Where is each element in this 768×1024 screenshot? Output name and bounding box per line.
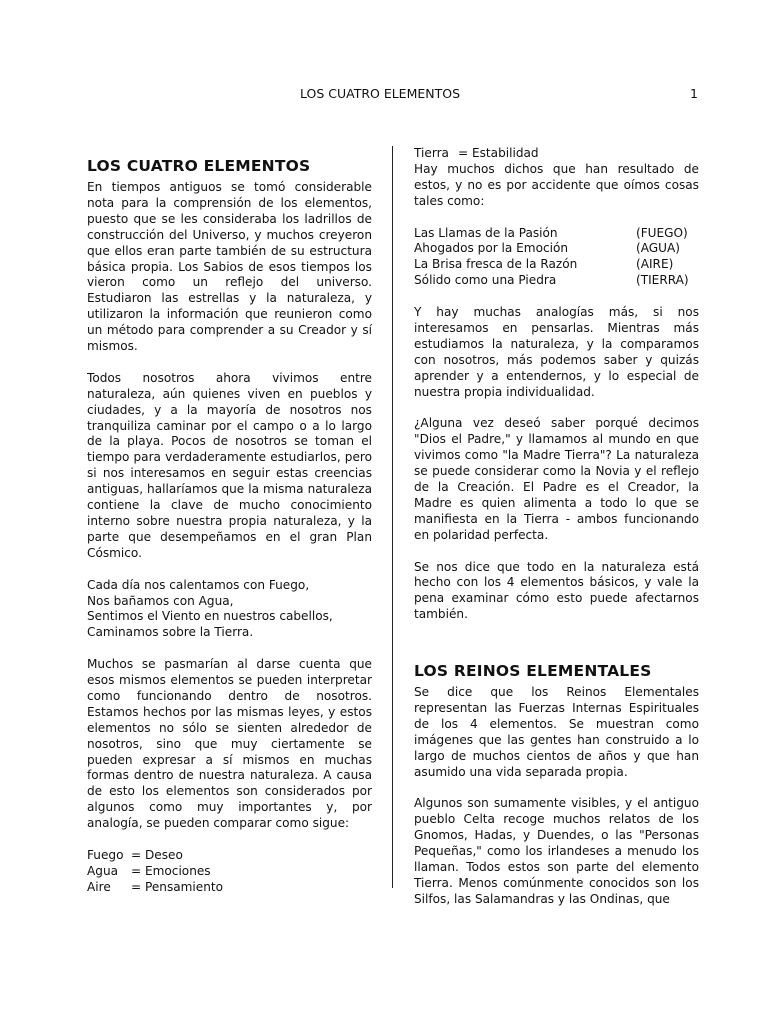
paragraph: En tiempos antiguos se tomó considerable nota para la comprensión de los elementos, puesto que se les consideraba los ladrillos de construcción del Universo, y muchos creyeron que ellos eran parte también de su estructura básica propia. Los Sabios de esos tiempos los vieron como un reflejo del universo. Estudiaron las estrellas y la naturaleza, y utilizaron la información que reunieron como un método para comprender a su Creador y sí mismos. (87, 180, 372, 354)
element-name: Tierra (414, 146, 449, 160)
saying-text: Ahogados por la Emoción (414, 241, 569, 256)
left-column (87, 156, 372, 896)
saying-text: Las Llamas de la Pasión (414, 225, 558, 240)
element-name: Agua (87, 863, 119, 878)
saying-text: La Brisa fresca de la Razón (414, 257, 578, 272)
saying-row (414, 241, 699, 257)
equivalence-row (87, 864, 372, 880)
right-column (414, 146, 699, 908)
paragraph: Muchos se pasmarían al darse cuenta que esos mismos elementos se pueden interpretar como funcionando dentro de nosotros. Estamos hechos por las mismas leyes, y estos elementos no sólo se sienten alrededor de nosotros, sino que muy ciertamente se pueden expresar a sí mismos en muchas formas dentro de nuestra naturaleza. A causa de esto los elementos son considerados por algunos como muy importantes y, por analogía, se pueden comparar como sigue: (87, 657, 372, 831)
saying-row (414, 226, 699, 242)
spacer (414, 639, 699, 661)
poem-line: Sentimos el Viento en nuestros cabellos, (87, 609, 333, 624)
section-heading-reinos-elementales: LOS REINOS ELEMENTALES (414, 662, 652, 681)
equivalence-row (414, 146, 699, 162)
equivalence-row (87, 880, 372, 896)
poem-line: Nos bañamos con Agua, (87, 593, 234, 608)
paragraph: Hay muchos dichos que han resultado de estos, y no es por accidente que oímos cosas tales como: (414, 161, 699, 208)
running-title: LOS CUATRO ELEMENTOS (299, 86, 461, 101)
column-divider (392, 146, 393, 888)
saying-row (414, 273, 699, 289)
page-number: 1 (690, 86, 698, 101)
poem-line: Caminamos sobre la Tierra. (87, 625, 254, 640)
element-equivalence-list (87, 848, 372, 896)
paragraph: Y hay muchas analogías más, si nos interesamos en pensarlas. Mientras más estudiamos la naturaleza, y la comparamos con nosotros, más podemos saber y quizás aprender y a entendernos, y lo especial de nuestra propia individualidad. (414, 305, 699, 399)
saying-element: (TIERRA) (636, 273, 689, 288)
sayings-list (414, 226, 699, 290)
element-meaning: = Emociones (131, 863, 211, 878)
saying-row (414, 257, 699, 273)
running-header (0, 86, 768, 102)
poem (87, 578, 372, 642)
poem-line: Cada día nos calentamos con Fuego, (87, 577, 310, 592)
element-name: Fuego (87, 848, 124, 862)
paragraph: Algunos son sumamente visibles, y el antiguo pueblo Celta recoge muchos relatos de los Gnomos, Hadas, y Duendes, o las "Personas Pequeñas," como los irlandeses a menudo los llaman. Todos estos son parte del elemento Tierra. Menos comúnmente conocidos son los Silfos, las Salamandras y las Ondinas, que (414, 796, 699, 906)
element-meaning: = Estabilidad (458, 146, 539, 160)
saying-element: (FUEGO) (636, 225, 688, 240)
section-heading-cuatro-elementos: LOS CUATRO ELEMENTOS (87, 157, 311, 175)
saying-element: (AIRE) (636, 257, 674, 272)
paragraph: Todos nosotros ahora vivimos entre naturaleza, aún quienes viven en pueblos y ciudades, y a la mayoría de nosotros nos tranquiliza caminar por el campo o a lo largo de la playa. Pocos de nosotros se toman el tiempo para verdaderamente estudiarlos, pero si nos interesamos en seguir estas creencias antiguas, hallaríamos que la misma naturaleza contiene la clave de mucho conocimiento interno sobre nuestra propia naturaleza, y la parte que desempeñamos en el gran Plan Cósmico. (87, 370, 372, 560)
paragraph: Se dice que los Reinos Elementales representan las Fuerzas Internas Espirituales de los 4 elementos. Se muestran como imágenes que las gentes han construido a lo largo de muchos cientos de años y que han asumido una vida separada propia. (414, 685, 699, 779)
element-meaning: = Pensamiento (131, 879, 224, 894)
saying-text: Sólido como una Piedra (414, 273, 557, 288)
equivalence-row (87, 848, 372, 864)
element-name: Aire (87, 879, 111, 894)
paragraph: ¿Alguna vez deseó saber porqué decimos "Dios el Padre," y llamamos al mundo en que vivimos como "la Madre Tierra"? La naturaleza se puede considerar como la Novia y el reflejo de la Creación. El Padre es el Creador, la Madre es quien alimenta a todo lo que se manifiesta en la Tierra - ambos funcionando en polaridad perfecta. (414, 416, 699, 542)
element-meaning: = Deseo (131, 848, 183, 862)
saying-element: (AGUA) (636, 241, 680, 256)
paragraph: Se nos dice que todo en la naturaleza está hecho con los 4 elementos básicos, y vale la pena examinar cómo esto puede afectarnos también. (414, 559, 699, 622)
